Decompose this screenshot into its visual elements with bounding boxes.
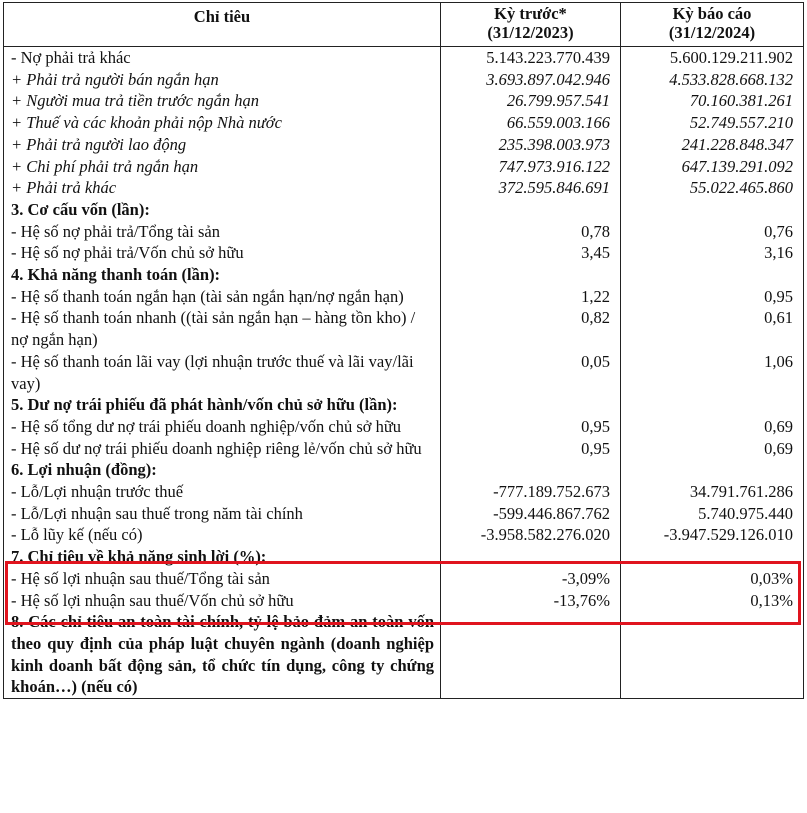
table-row — [4, 568, 804, 590]
table-header-row — [4, 3, 804, 47]
row-label: + Phải trả người bán ngắn hạn — [4, 69, 441, 91]
prev-value: -3.958.582.276.020 — [441, 524, 621, 546]
row-label: - Hệ số dư nợ trái phiếu doanh nghiệp riêng lẻ/vốn chủ sở hữu — [4, 438, 441, 460]
prev-value: 3.693.897.042.946 — [441, 69, 621, 91]
section-heading: 6. Lợi nhuận (đồng): — [4, 459, 441, 481]
prev-value: 66.559.003.166 — [441, 112, 621, 134]
section-heading: 5. Dư nợ trái phiếu đã phát hành/vốn chủ sở hữu (lần): — [4, 394, 441, 416]
curr-value: 0,03% — [621, 568, 804, 590]
table-row — [4, 90, 804, 112]
row-label: - Hệ số thanh toán nhanh ((tài sản ngắn hạn – hàng tồn kho) / nợ ngắn hạn) — [4, 307, 441, 350]
table-row — [4, 351, 804, 394]
header-indicator: Chỉ tiêu — [4, 3, 441, 47]
prev-value: 0,95 — [441, 416, 621, 438]
row-label: - Hệ số lợi nhuận sau thuế/Tổng tài sản — [4, 568, 441, 590]
table-row — [4, 69, 804, 91]
curr-value: 0,69 — [621, 416, 804, 438]
section-row — [4, 459, 804, 481]
table-row — [4, 242, 804, 264]
curr-value: -3.947.529.126.010 — [621, 524, 804, 546]
row-label: - Hệ số thanh toán ngắn hạn (tài sản ngắn hạn/nợ ngắn hạn) — [4, 286, 441, 308]
row-label: - Nợ phải trả khác — [4, 47, 441, 69]
prev-value: 0,78 — [441, 221, 621, 243]
curr-value: 0,13% — [621, 590, 804, 612]
prev-value: 747.973.916.122 — [441, 156, 621, 178]
curr-value: 0,76 — [621, 221, 804, 243]
curr-value: 647.139.291.092 — [621, 156, 804, 178]
prev-value: 3,45 — [441, 242, 621, 264]
curr-value: 0,95 — [621, 286, 804, 308]
header-previous-period: Kỳ trước* (31/12/2023) — [441, 3, 621, 47]
header-current-period: Kỳ báo cáo (31/12/2024) — [621, 3, 804, 47]
row-label: + Phải trả người lao động — [4, 134, 441, 156]
prev-value: 5.143.223.770.439 — [441, 47, 621, 69]
curr-value — [621, 394, 804, 416]
prev-value: 235.398.003.973 — [441, 134, 621, 156]
curr-value: 0,61 — [621, 307, 804, 350]
prev-value: -777.189.752.673 — [441, 481, 621, 503]
curr-value — [621, 199, 804, 221]
table-row — [4, 286, 804, 308]
curr-value: 55.022.465.860 — [621, 177, 804, 199]
curr-value — [621, 611, 804, 698]
curr-value — [621, 264, 804, 286]
table-row — [4, 47, 804, 69]
table-row — [4, 221, 804, 243]
table-row — [4, 416, 804, 438]
table-row — [4, 481, 804, 503]
row-label: + Người mua trả tiền trước ngắn hạn — [4, 90, 441, 112]
section-heading: 8. Các chỉ tiêu an toàn tài chính, tỷ lệ bảo đảm an toàn vốn theo quy định của pháp luật chuyên ngành (doanh nghiệp kinh doanh bất động sản, tổ chức tín dụng, công ty chứng khoán…) (nếu có) — [4, 611, 441, 698]
row-label: - Hệ số tổng dư nợ trái phiếu doanh nghiệp/vốn chủ sở hữu — [4, 416, 441, 438]
table-row — [4, 134, 804, 156]
section-row — [4, 264, 804, 286]
financial-indicators-table — [3, 2, 804, 699]
curr-value: 4.533.828.668.132 — [621, 69, 804, 91]
table-row — [4, 438, 804, 460]
curr-value — [621, 459, 804, 481]
section-row — [4, 546, 804, 568]
prev-value: 0,95 — [441, 438, 621, 460]
prev-value — [441, 546, 621, 568]
curr-value: 34.791.761.286 — [621, 481, 804, 503]
row-label: - Hệ số lợi nhuận sau thuế/Vốn chủ sở hữu — [4, 590, 441, 612]
table-row — [4, 156, 804, 178]
curr-value: 5.600.129.211.902 — [621, 47, 804, 69]
curr-value: 1,06 — [621, 351, 804, 394]
prev-value: -13,76% — [441, 590, 621, 612]
section-row — [4, 394, 804, 416]
curr-value: 52.749.557.210 — [621, 112, 804, 134]
prev-value — [441, 459, 621, 481]
curr-value: 0,69 — [621, 438, 804, 460]
prev-value — [441, 611, 621, 698]
section-row — [4, 199, 804, 221]
row-label: - Hệ số nợ phải trả/Tổng tài sản — [4, 221, 441, 243]
row-label: + Chi phí phải trả ngắn hạn — [4, 156, 441, 178]
section-heading: 4. Khả năng thanh toán (lần): — [4, 264, 441, 286]
row-label: - Lỗ/Lợi nhuận sau thuế trong năm tài chính — [4, 503, 441, 525]
table-row — [4, 524, 804, 546]
prev-value — [441, 199, 621, 221]
section-heading: 3. Cơ cấu vốn (lần): — [4, 199, 441, 221]
prev-value: -3,09% — [441, 568, 621, 590]
table-row — [4, 503, 804, 525]
table-row — [4, 590, 804, 612]
row-label: - Lỗ/Lợi nhuận trước thuế — [4, 481, 441, 503]
prev-value: 0,82 — [441, 307, 621, 350]
prev-value — [441, 264, 621, 286]
table-row — [4, 307, 804, 350]
curr-value: 3,16 — [621, 242, 804, 264]
table-row — [4, 177, 804, 199]
curr-value: 70.160.381.261 — [621, 90, 804, 112]
row-label: - Hệ số thanh toán lãi vay (lợi nhuận trước thuế và lãi vay/lãi vay) — [4, 351, 441, 394]
section-heading: 7. Chỉ tiêu về khả năng sinh lời (%): — [4, 546, 441, 568]
curr-value: 5.740.975.440 — [621, 503, 804, 525]
table-row — [4, 112, 804, 134]
prev-value — [441, 394, 621, 416]
row-label: - Hệ số nợ phải trả/Vốn chủ sở hữu — [4, 242, 441, 264]
row-label: - Lỗ lũy kế (nếu có) — [4, 524, 441, 546]
prev-value: 372.595.846.691 — [441, 177, 621, 199]
prev-value: 1,22 — [441, 286, 621, 308]
curr-value — [621, 546, 804, 568]
row-label: + Thuế và các khoản phải nộp Nhà nước — [4, 112, 441, 134]
curr-value: 241.228.848.347 — [621, 134, 804, 156]
prev-value: 26.799.957.541 — [441, 90, 621, 112]
row-label: + Phải trả khác — [4, 177, 441, 199]
prev-value: 0,05 — [441, 351, 621, 394]
prev-value: -599.446.867.762 — [441, 503, 621, 525]
section-row — [4, 611, 804, 698]
